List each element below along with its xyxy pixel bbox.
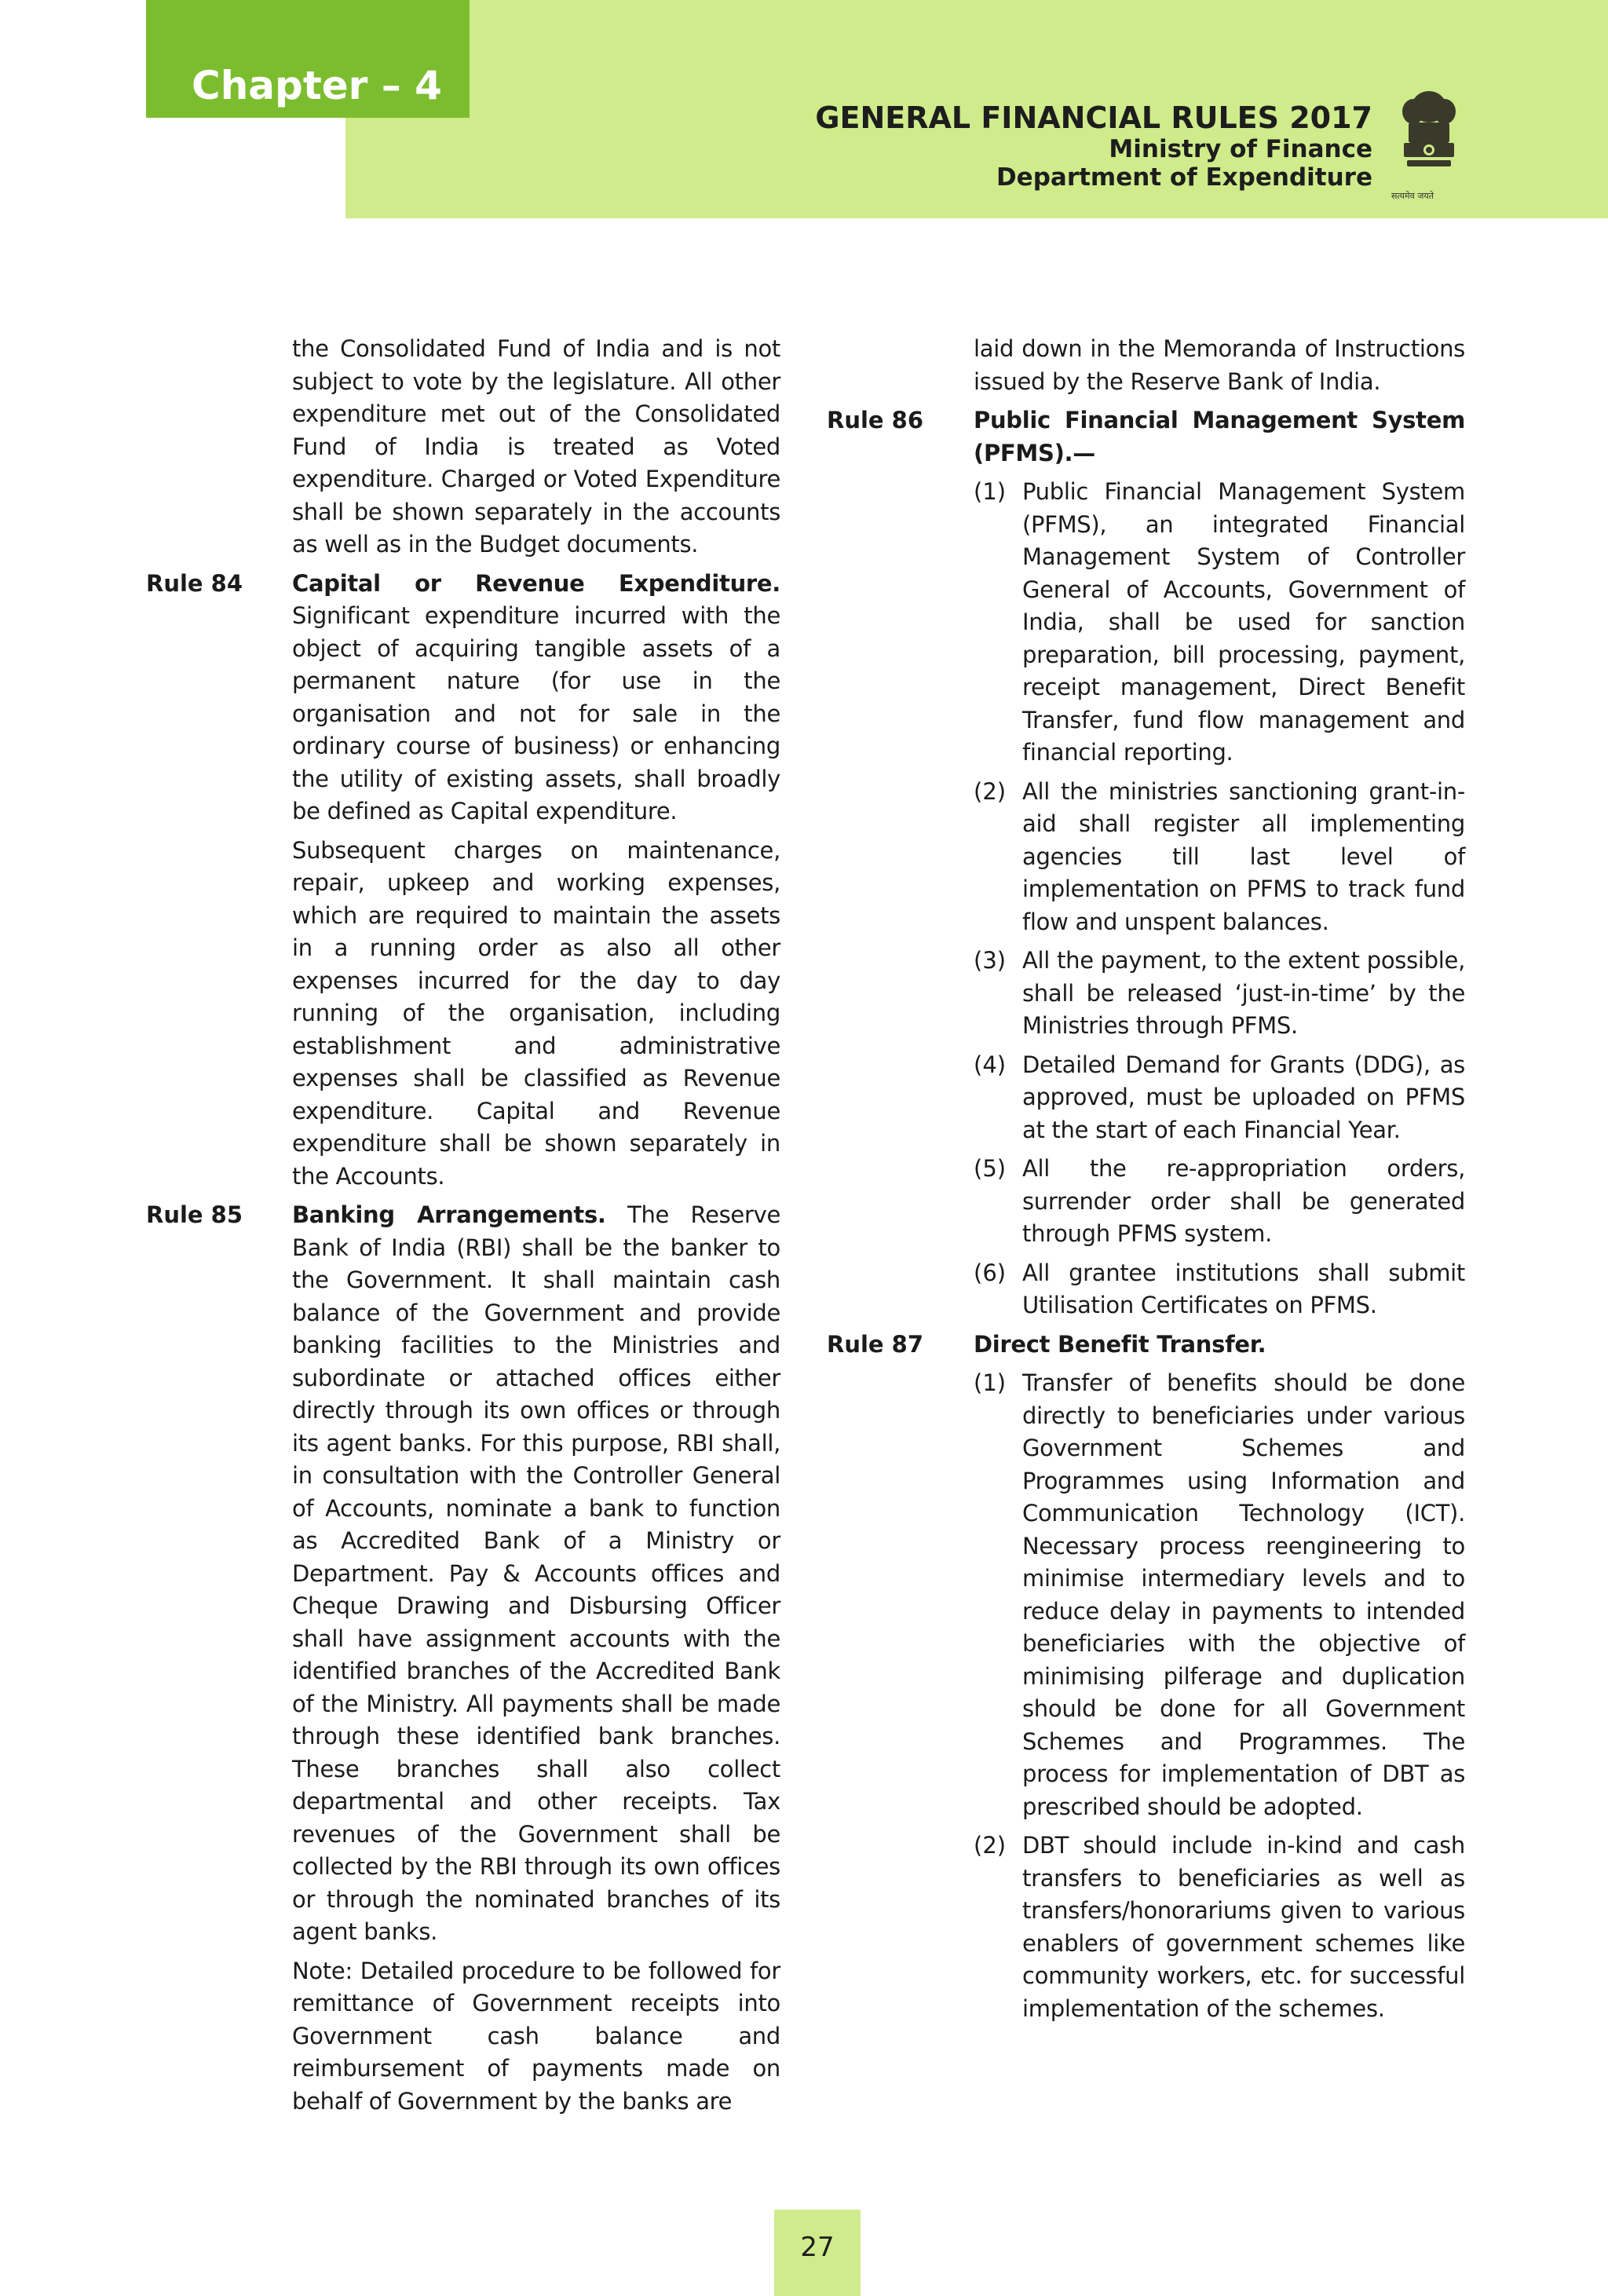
- continuation-paragraph: laid down in the Memoranda of Instructions issued by the Reserve Bank of India.: [974, 335, 1465, 395]
- list-item: [974, 476, 1465, 770]
- rule-87: [827, 1329, 1465, 2026]
- rule-paragraph: [292, 1199, 780, 1949]
- rule-items: [974, 476, 1465, 1322]
- rule-number: Rule 86: [827, 407, 924, 433]
- item-number: (6): [974, 1259, 1007, 1286]
- item-number: (1): [974, 478, 1007, 505]
- continuation-paragraph: the Consolidated Fund of India and is not subject to vote by the legislature. All other expenditure met out of the Consolidated Fund of India is treated as Voted expenditure. Charged or Voted Expenditure shall be shown separately in the accounts as well as in the Budget documents.: [292, 335, 780, 558]
- item-number: (2): [974, 777, 1007, 805]
- rule-paragraph: Subsequent charges on maintenance, repair, upkeep and working expenses, which are required to maintain the assets in a running order as also all other expenses incurred for the day to day running of the organisation, including establishment and administrative expenses shall be classified as Revenue expenditure. Capital and Revenue expenditure shall be shown separately in the Accounts.: [292, 836, 780, 1190]
- item-text: DBT should include in-kind and cash transfers to beneficiaries as well as transfers/honorariums given to various enablers of government schemes like community workers, etc. for successful implementation of the schemes.: [1022, 1832, 1465, 2022]
- list-item: [974, 945, 1465, 1043]
- rule-number: Rule 87: [827, 1330, 924, 1358]
- item-number: (4): [974, 1051, 1007, 1078]
- item-text: Public Financial Management System (PFMS), an integrated Financial Management System of Controller General of Accounts, Government of India, shall be used for sanction preparation, bill processing, payment, receipt management, Direct Benefit Transfer, fund flow management and financial reporting.: [1022, 478, 1465, 766]
- item-number: (2): [974, 1832, 1007, 1859]
- rule-title: Capital or Revenue Expenditure.: [292, 569, 780, 597]
- rule-number: Rule 84: [146, 569, 243, 597]
- rule-number: Rule 85: [146, 1201, 243, 1228]
- item-text: All grantee institutions shall submit Utilisation Certificates on PFMS.: [1022, 1259, 1465, 1318]
- rule-84: [146, 568, 780, 1194]
- page-number-box: [774, 2210, 861, 2296]
- ministry-name: Ministry of Finance: [1109, 135, 1372, 163]
- national-emblem-icon: [1390, 79, 1468, 204]
- list-item: [974, 1367, 1465, 1823]
- rule-items: [974, 1367, 1465, 2025]
- left-column: [146, 333, 780, 2124]
- item-number: (3): [974, 947, 1007, 974]
- rule-86: [827, 404, 1465, 1322]
- right-column: [827, 333, 1465, 2031]
- rule-paragraph: [292, 568, 780, 828]
- page-number: 27: [800, 2232, 835, 2263]
- list-item: [974, 1830, 1465, 2025]
- chapter-label: Chapter – 4: [192, 63, 442, 108]
- item-number: (1): [974, 1369, 1007, 1396]
- item-text: All the payment, to the extent possible, shall be released ‘just-in-time’ by the Ministries through PFMS.: [1022, 947, 1465, 1039]
- rule-85: [146, 1199, 780, 2118]
- item-text: Detailed Demand for Grants (DDG), as approved, must be uploaded on PFMS at the start of each Financial Year.: [1022, 1051, 1465, 1143]
- rule-title: Direct Benefit Transfer.: [974, 1330, 1266, 1358]
- rule-text: Significant expenditure incurred with the object of acquiring tangible assets of a permanent nature (for use in the organisation and not for sale in the ordinary course of business) or enhancing the utility of existing assets, shall broadly be defined as Capital expenditure.: [292, 602, 780, 824]
- list-item: [974, 1153, 1465, 1251]
- item-text: Transfer of benefits should be done directly to beneficiaries under various Government Schemes and Programmes using Information and Communication Technology (ICT). Necessary process reengineering to minimise intermediary levels and to reduce delay in payments to intended beneficiaries with the objective of minimising pilferage and duplication should be done for all Government Schemes and Programmes. The process for implementation of DBT as prescribed should be adopted.: [1022, 1369, 1465, 1820]
- document-title: GENERAL FINANCIAL RULES 2017: [815, 101, 1372, 135]
- rule-title: Public Financial Management System (PFMS).—: [974, 407, 1465, 466]
- list-item: [974, 1049, 1465, 1147]
- list-item: [974, 776, 1465, 939]
- emblem-caption: सत्यमेव जयते: [1391, 191, 1434, 201]
- item-text: All the ministries sanctioning grant-in-aid shall register all implementing agencies till last level of implementation on PFMS to track fund flow and unspent balances.: [1022, 777, 1465, 935]
- note-paragraph: Note: Detailed procedure to be followed for remittance of Government receipts into Government cash balance and reimbursement of payments made on behalf of Government by the banks are: [292, 1957, 780, 2115]
- item-text: All the re-appropriation orders, surrender order shall be generated through PFMS system.: [1022, 1155, 1465, 1247]
- rule-text: The Reserve Bank of India (RBI) shall be the banker to the Government. It shall maintain cash balance of the Government and provide banking facilities to the Ministries and subordinate or attached offices either directly through its own offices or through its agent banks. For this purpose, RBI shall, in consultation with the Controller General of Accounts, nominate a bank to function as Accredited Bank of a Ministry or Department. Pay & Accounts offices and Cheque Drawing and Disbursing Officer shall have assignment accounts with the identified branches of the Accredited Bank of the Ministry. All payments shall be made through these identified bank branches. These branches shall also collect departmental and other receipts. Tax revenues of the Government shall be collected by the RBI through its own offices or through the nominated branches of its agent banks.: [292, 1201, 780, 1945]
- department-name: Department of Expenditure: [996, 163, 1372, 192]
- list-item: [974, 1257, 1465, 1322]
- item-number: (5): [974, 1155, 1007, 1182]
- rule-title: Banking Arrangements.: [292, 1201, 606, 1228]
- chapter-tab: [146, 0, 470, 118]
